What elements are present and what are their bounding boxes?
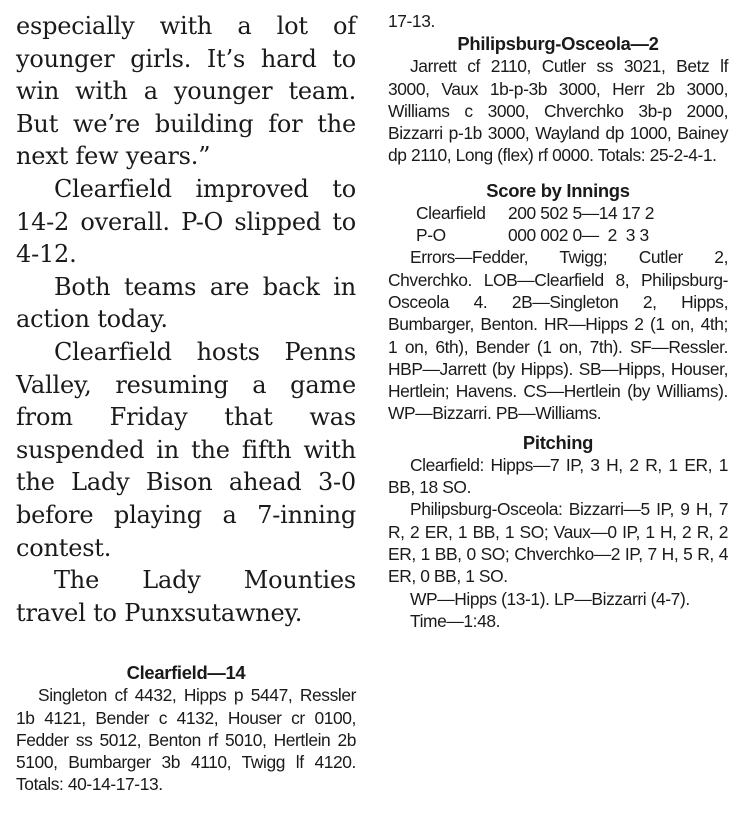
story-paragraph-travel: The Lady Mounties travel to Punxsutawney. <box>16 566 356 627</box>
po-heading: Philipsburg-Osceola—2 <box>457 33 659 55</box>
left-column <box>16 10 356 796</box>
po-lineup: Jarrett cf 2110, Cutler ss 3021, Betz lf 3000, Vaux 1b-p-3b 3000, Herr 2b 3000, Williams c 3000, Chverchko 3b-p 2000, Bizzarri p-1b 3000, Wayland dp 1000, Bainey dp 2110, Long (flex) rf 0000. Totals: 25-2-4-1. <box>388 56 728 166</box>
clearfield-lineup: Singleton cf 4432, Hipps p 5447, Ressler 1b 4121, Bender c 4132, Houser cr 0100, Fedder ss 5012, Benton rf 5010, Hertlein 2b 5100, Bumbarger 3b 4110, Twigg lf 4120. Totals: 40-14-17-13. <box>16 685 356 795</box>
pitching-heading: Pitching <box>522 431 594 453</box>
story-paragraph-quote: especially with a lot of younger girls. It’s hard to win with a younger team. But we’re building for the next few years.” <box>16 12 356 171</box>
clearfield-heading: Clearfield—14 <box>126 662 246 684</box>
innings-team: P-O <box>416 225 446 246</box>
pitching-clearfield: Clearfield: Hipps—7 IP, 3 H, 2 R, 1 ER, 1 BB, 18 SO. <box>388 454 728 498</box>
story-paragraph-record: Clearfield improved to 14-2 overall. P-O slipped to 4-12. <box>16 174 356 269</box>
game-time: Time—1:48. <box>410 610 501 631</box>
right-column <box>388 10 728 632</box>
story-paragraph-hosts: Clearfield hosts Penns Valley, resuming a game from Friday that was suspended in the fifth with the Lady Bison ahead 3-0 before playing a 7-inning contest. <box>16 337 356 562</box>
innings-line: 200 502 5—14 17 2 <box>508 202 654 223</box>
story-paragraph-action: Both teams are back in action today. <box>16 272 356 334</box>
po-top-continuation: 17-13. <box>388 11 435 31</box>
story-text <box>16 10 356 629</box>
clearfield-box-score <box>16 661 356 795</box>
innings-row-po <box>388 224 728 246</box>
innings-team: Clearfield <box>416 202 486 223</box>
score-by-innings-heading: Score by Innings <box>486 179 630 201</box>
innings-row-clearfield <box>388 202 728 224</box>
pitching-decision: WP—Hipps (13-1). LP—Bizzarri (4-7). <box>410 588 690 609</box>
innings-line: 000 002 0— 2 3 3 <box>508 225 649 246</box>
game-summary: Errors—Fedder, Twigg; Cutler 2, Chverchko. LOB—Clearfield 8, Philipsburg-Osceola 4. 2B—Singleton 2, Hipps, Bumbarger, Benton. HR—Hipps 2 (1 on, 4th; 1 on, 6th), Bender (1 on, 7th). SF—Ressler. HBP—Jarrett (by Hipps). SB—Hipps, Houser, Hertlein; Havens. CS—Hertlein (by Williams). WP—Bizzarri. PB—Williams. <box>388 247 728 424</box>
pitching-po: Philipsburg-Osceola: Bizzarri—5 IP, 9 H, 7 R, 2 ER, 1 BB, 1 SO; Vaux—0 IP, 1 H, 2 R, 2 ER, 1 BB, 0 SO; Chverchko—2 IP, 7 H, 5 R, 4 ER, 0 BB, 1 SO. <box>388 499 728 587</box>
